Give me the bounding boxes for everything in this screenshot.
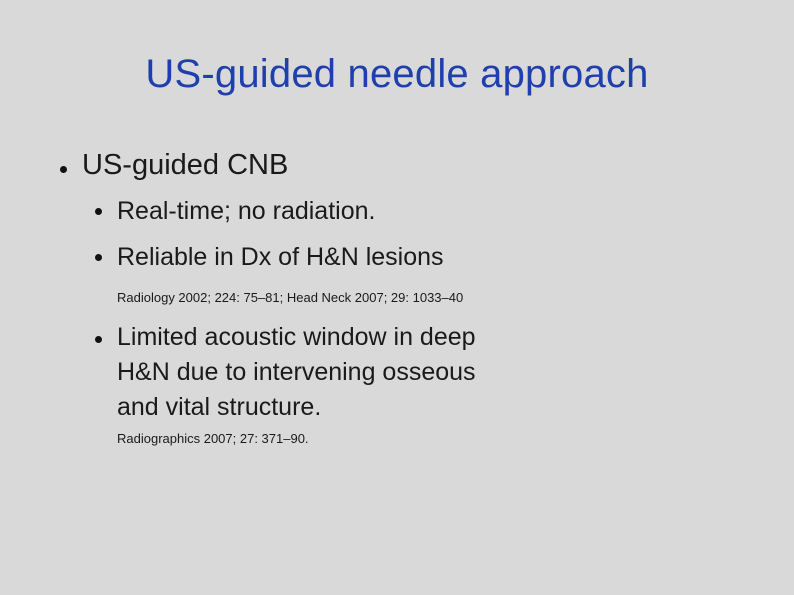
sub-bullet-text-line: and vital structure. xyxy=(117,393,322,421)
reference-citation: Radiographics 2007; 27: 371–90. xyxy=(117,431,309,446)
bullet-dot xyxy=(60,166,67,173)
sub-bullet-text-line: H&N due to intervening osseous xyxy=(117,358,476,386)
reference-citation: Radiology 2002; 224: 75–81; Head Neck 2007; 29: 1033–40 xyxy=(117,290,464,305)
bullet-dot xyxy=(95,254,102,261)
sub-bullet-text: Real-time; no radiation. xyxy=(117,197,376,225)
sub-bullet-text: Reliable in Dx of H&N lesions xyxy=(117,243,444,271)
main-bullet-text: US-guided CNB xyxy=(82,149,289,181)
bullet-dot xyxy=(95,208,102,215)
bullet-dot xyxy=(95,336,102,343)
sub-bullet-text-line: Limited acoustic window in deep xyxy=(117,323,476,351)
slide-title: US-guided needle approach xyxy=(145,52,649,96)
